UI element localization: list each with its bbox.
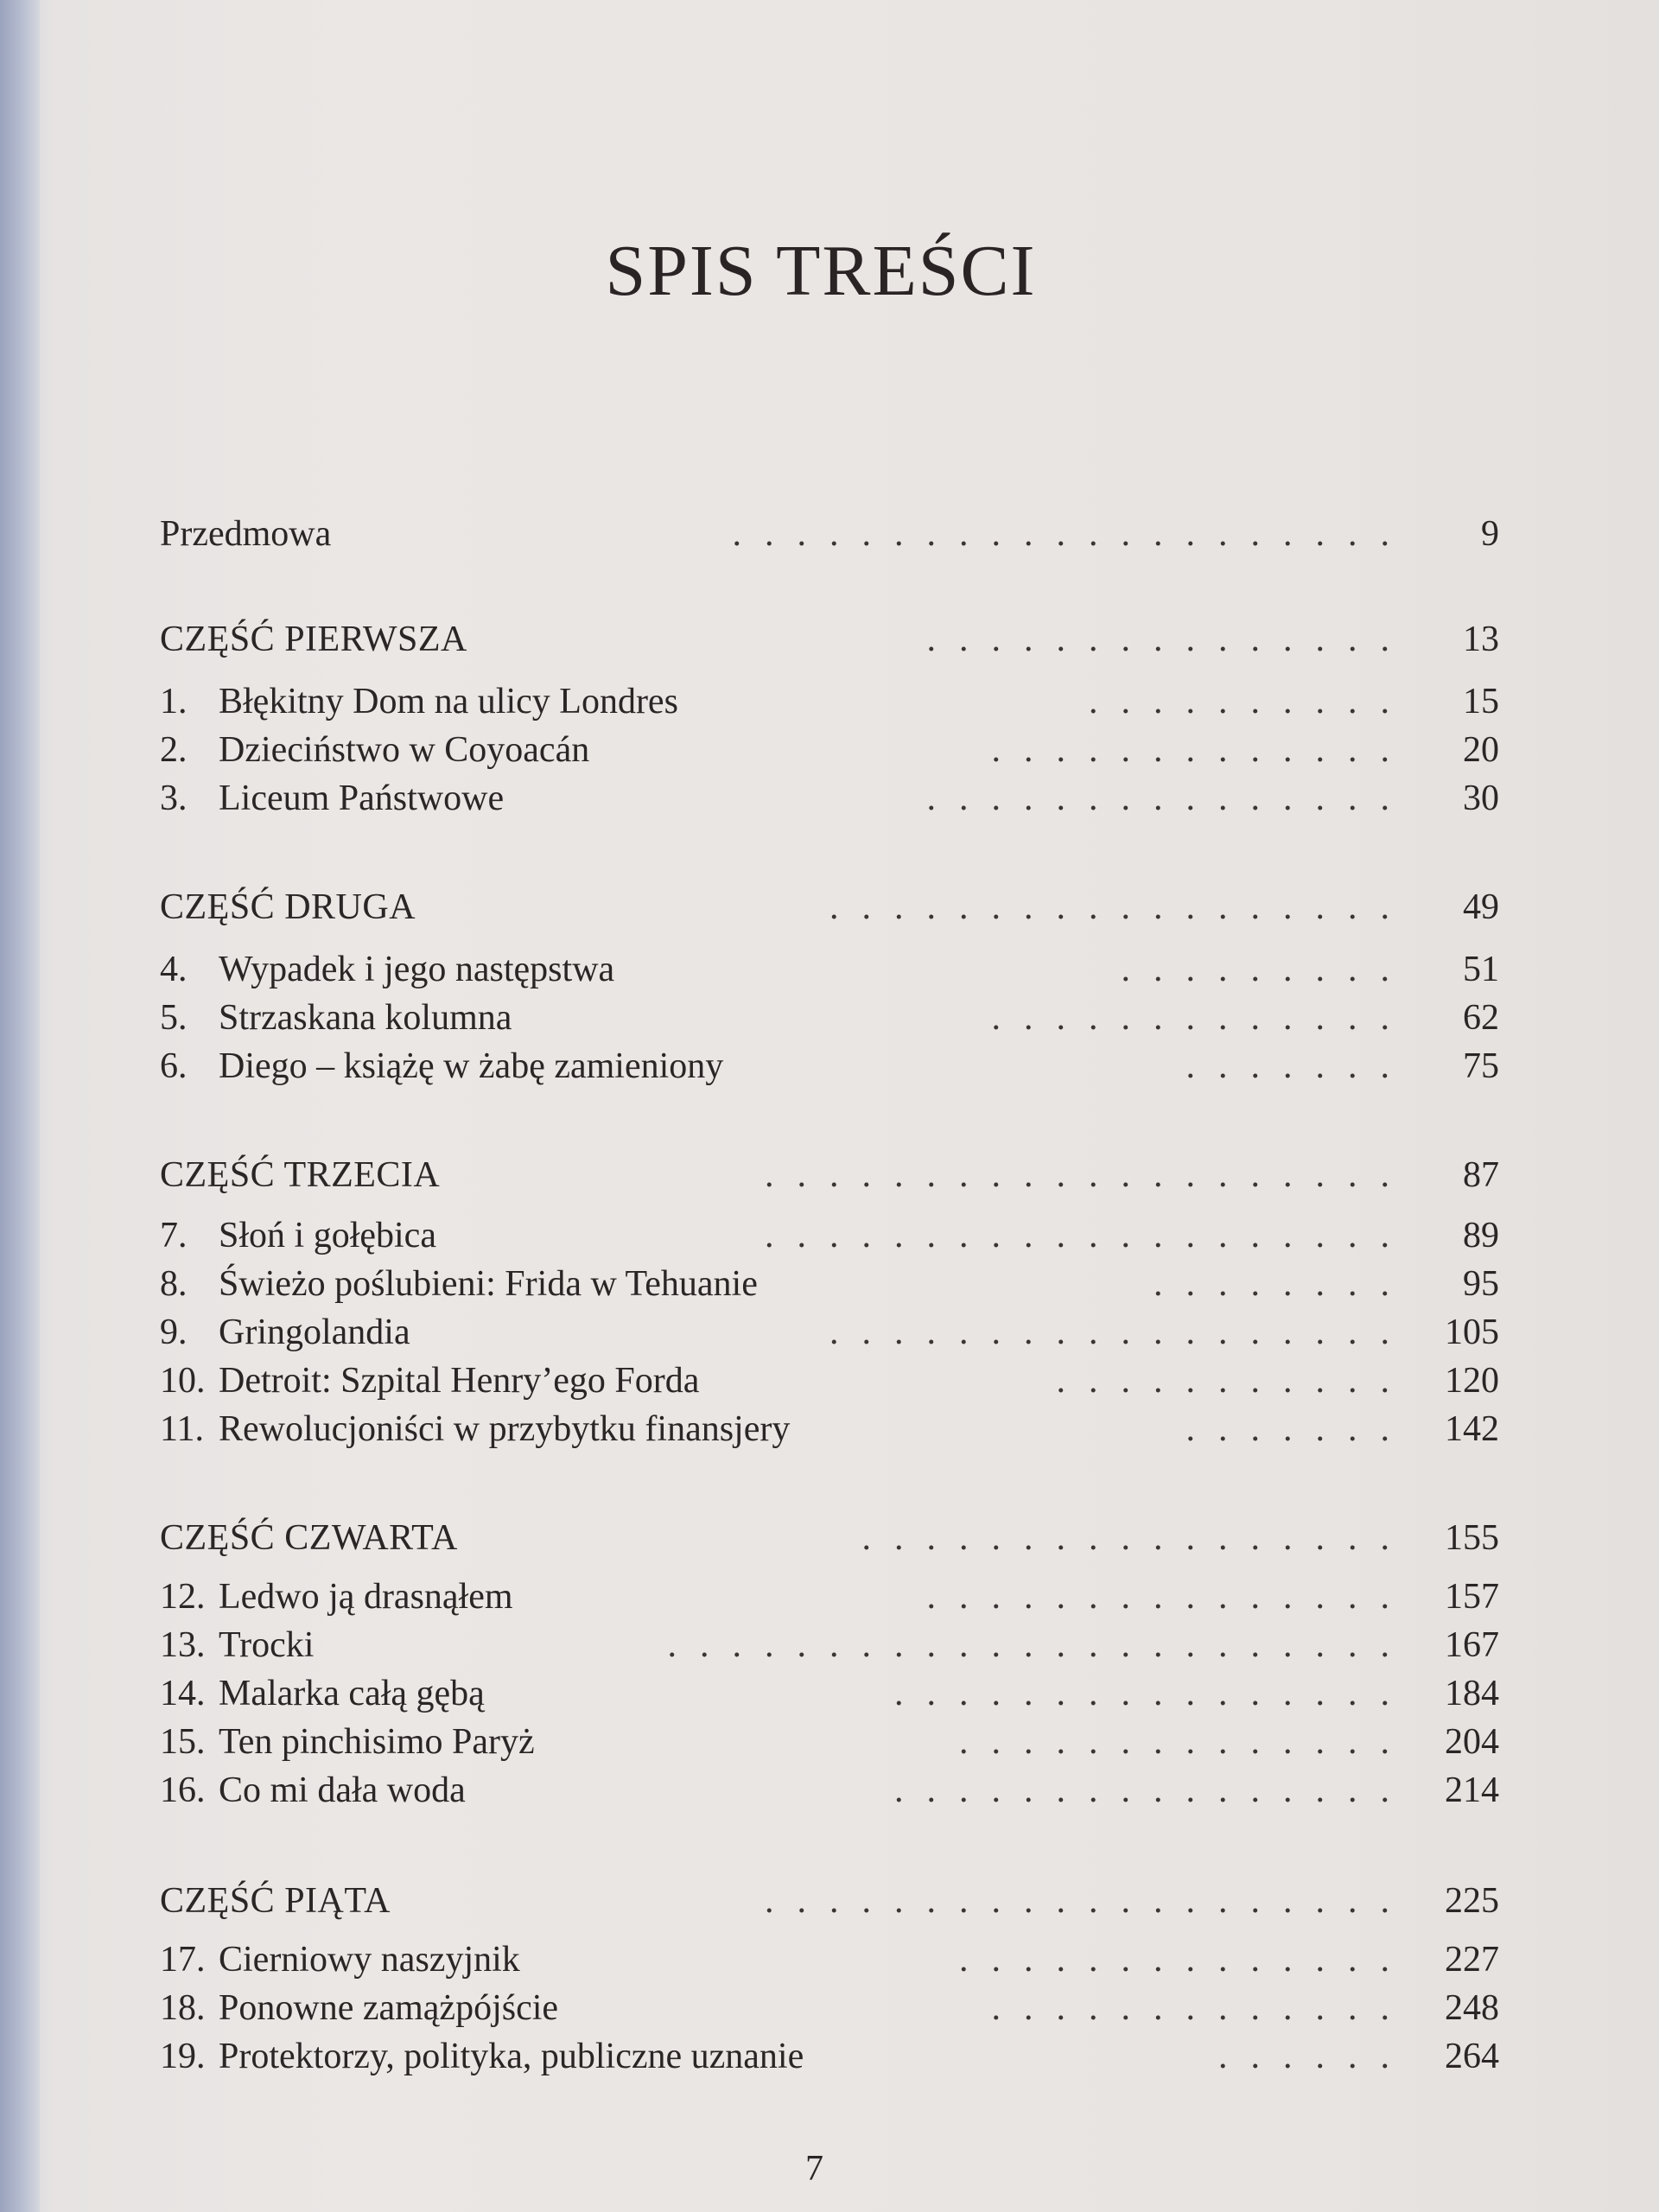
toc-part-label: CZĘŚĆ DRUGA — [160, 887, 416, 927]
toc-row-chapter — [160, 994, 1499, 1042]
toc-page-number: 184 — [1445, 1674, 1499, 1713]
toc-row-chapter — [160, 774, 1499, 823]
toc-entry-label: 19. Protektorzy, polityka, publiczne uznanie — [160, 2037, 804, 2076]
toc-row-part — [160, 1514, 1499, 1562]
toc-page-number: 30 — [1463, 779, 1499, 818]
dot-leader: ............. — [991, 1988, 1413, 2028]
toc-page-number: 227 — [1445, 1940, 1499, 1980]
toc-page-number: 167 — [1445, 1625, 1499, 1665]
toc-page-number: 214 — [1445, 1770, 1499, 1810]
toc-row-chapter — [160, 1984, 1499, 2032]
toc-row-chapter — [160, 2032, 1499, 2081]
toc-page-number: 20 — [1463, 730, 1499, 770]
dot-leader: ....................... — [667, 1625, 1413, 1665]
toc-row-part — [160, 615, 1499, 664]
toc-entry-label: 16. Co mi dała woda — [160, 1770, 466, 1810]
toc-entry-label: 18. Ponowne zamążpójście — [160, 1988, 559, 2028]
toc-row-chapter — [160, 1308, 1499, 1357]
toc-row-chapter — [160, 1260, 1499, 1308]
dot-leader: .............. — [959, 1940, 1413, 1980]
toc-entry-label: 7. Słoń i gołębica — [160, 1216, 436, 1255]
toc-page-number: 157 — [1445, 1577, 1499, 1617]
page-title: SPIS TREŚCI — [605, 231, 1037, 311]
toc-row-chapter — [160, 1766, 1499, 1815]
toc-row-chapter — [160, 1573, 1499, 1621]
toc-page-number: 13 — [1463, 620, 1499, 659]
toc-entry-label: 9. Gringolandia — [160, 1313, 410, 1352]
toc-entry-label: 8. Świeżo poślubieni: Frida w Tehuanie — [160, 1264, 758, 1304]
toc-row-chapter — [160, 1621, 1499, 1669]
dot-leader: ............. — [991, 998, 1413, 1038]
page-number: 7 — [805, 2149, 823, 2189]
dot-leader: ......... — [1121, 950, 1413, 989]
dot-leader: .............. — [959, 1722, 1413, 1762]
toc-page-number: 87 — [1463, 1155, 1499, 1195]
toc-entry-label: 13. Trocki — [160, 1625, 315, 1665]
dot-leader: ........ — [1154, 1264, 1413, 1304]
toc-entry-label: 15. Ten pinchisimo Paryż — [160, 1722, 535, 1762]
toc-entry-label: Przedmowa — [160, 514, 332, 554]
dot-leader: .................... — [765, 1216, 1413, 1255]
toc-page-number: 155 — [1445, 1518, 1499, 1558]
dot-leader: ............... — [926, 779, 1413, 818]
dot-leader: ..................... — [732, 514, 1413, 554]
toc-page-number: 9 — [1481, 514, 1499, 554]
dot-leader: ........... — [1056, 1361, 1413, 1401]
toc-row-chapter — [160, 726, 1499, 774]
toc-part-label: CZĘŚĆ PIERWSZA — [160, 620, 467, 659]
dot-leader: ............. — [991, 730, 1413, 770]
toc-entry-label: 10. Detroit: Szpital Henry’ego Forda — [160, 1361, 700, 1401]
toc-row-chapter — [160, 1936, 1499, 1984]
toc-page-number: 95 — [1463, 1264, 1499, 1304]
dot-leader: ............... — [926, 620, 1413, 659]
toc-page-number: 62 — [1463, 998, 1499, 1038]
toc-page-number: 120 — [1445, 1361, 1499, 1401]
toc-entry-label: 5. Strzaskana kolumna — [160, 998, 512, 1038]
dot-leader: ................ — [894, 1674, 1413, 1713]
dot-leader: ....... — [1185, 1409, 1413, 1449]
toc-entry-label: 1. Błękitny Dom na ulicy Londres — [160, 682, 678, 721]
toc-row-chapter — [160, 1357, 1499, 1405]
toc-row-chapter — [160, 1405, 1499, 1453]
dot-leader: ................. — [861, 1518, 1413, 1558]
toc-page-number: 264 — [1445, 2037, 1499, 2076]
dot-leader: ................ — [894, 1770, 1413, 1810]
toc-page-number: 49 — [1463, 887, 1499, 927]
toc-page-number: 51 — [1463, 950, 1499, 989]
dot-leader: .................. — [830, 887, 1413, 927]
toc-page-number: 142 — [1445, 1409, 1499, 1449]
toc-row-part — [160, 1877, 1499, 1925]
toc-row-chapter — [160, 1669, 1499, 1718]
toc-entry-label: 14. Malarka całą gębą — [160, 1674, 485, 1713]
toc-entry-label: 12. Ledwo ją drasnąłem — [160, 1577, 513, 1617]
toc-row-part — [160, 883, 1499, 931]
toc-entry-label: 4. Wypadek i jego następstwa — [160, 950, 615, 989]
toc-row-front — [160, 510, 1499, 558]
dot-leader: .................. — [830, 1313, 1413, 1352]
toc-row-chapter — [160, 677, 1499, 726]
dot-leader: ...... — [1218, 2037, 1413, 2076]
toc-row-chapter — [160, 1042, 1499, 1090]
toc-entry-label: 6. Diego – książę w żabę zamieniony — [160, 1046, 724, 1086]
book-spine-shadow — [0, 0, 40, 2212]
toc-part-label: CZĘŚĆ PIĄTA — [160, 1881, 391, 1921]
toc-row-chapter — [160, 1211, 1499, 1260]
toc-page-number: 248 — [1445, 1988, 1499, 2028]
toc-page-number: 15 — [1463, 682, 1499, 721]
toc-entry-label: 11. Rewolucjoniści w przybytku finansjery — [160, 1409, 791, 1449]
toc-part-label: CZĘŚĆ TRZECIA — [160, 1155, 441, 1195]
toc-entry-label: 3. Liceum Państwowe — [160, 779, 505, 818]
toc-row-part — [160, 1151, 1499, 1199]
dot-leader: .................... — [765, 1155, 1413, 1195]
toc-row-chapter — [160, 1718, 1499, 1766]
toc-page-number: 89 — [1463, 1216, 1499, 1255]
toc-row-chapter — [160, 945, 1499, 994]
dot-leader: ....... — [1185, 1046, 1413, 1086]
toc-entry-label: 2. Dzieciństwo w Coyoacán — [160, 730, 590, 770]
toc-page-number: 105 — [1445, 1313, 1499, 1352]
toc-part-label: CZĘŚĆ CZWARTA — [160, 1518, 458, 1558]
dot-leader: ............... — [926, 1577, 1413, 1617]
dot-leader: .................... — [765, 1881, 1413, 1921]
toc-page-number: 204 — [1445, 1722, 1499, 1762]
toc-page-number: 225 — [1445, 1881, 1499, 1921]
toc-page-number: 75 — [1463, 1046, 1499, 1086]
toc-entry-label: 17. Cierniowy naszyjnik — [160, 1940, 520, 1980]
dot-leader: .......... — [1089, 682, 1413, 721]
